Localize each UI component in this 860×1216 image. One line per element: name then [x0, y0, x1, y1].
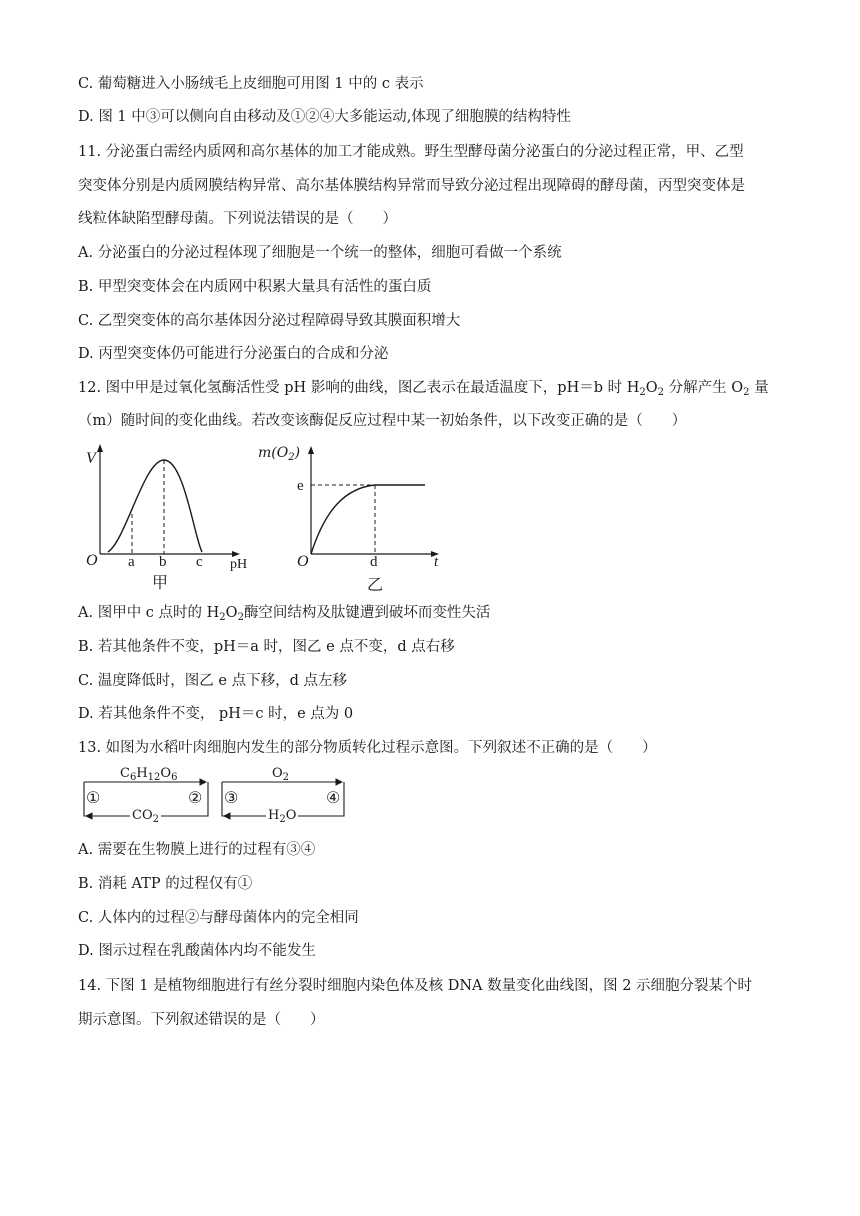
formula-part: H: [268, 808, 280, 823]
m-o2-part: m(O: [258, 445, 289, 461]
q12-stem-line2: （m）随时间的变化曲线。若改变该酶促反应过程中某一初始条件，以下改变正确的是（ ）: [78, 413, 687, 429]
o2-curve: [311, 485, 425, 554]
formula-part: C: [120, 766, 130, 781]
y-axis-label: V: [86, 450, 96, 467]
subscript: 2: [219, 612, 226, 623]
q12-stem-line1: [78, 378, 769, 398]
q12-option-b: B. 若其他条件不变，pH＝a 时，图乙 e 点不变，d 点右移: [78, 639, 455, 655]
subscript: 2: [657, 387, 665, 398]
formula-part: CO: [132, 808, 153, 823]
formula-part: O: [285, 808, 297, 823]
node-4: ④: [326, 790, 341, 807]
figure-caption-yi: 乙: [367, 577, 384, 594]
figure-yi: [285, 440, 460, 600]
x-axis-label: pH: [230, 557, 248, 572]
subscript: 2: [282, 772, 290, 783]
q12-stem-part: 分解产生 O: [664, 380, 744, 396]
formula-part: O: [160, 766, 172, 781]
q13-option-a: A. 需要在生物膜上进行的过程有③④: [78, 842, 316, 858]
formula-part: O: [272, 766, 283, 781]
q13-stem: 13. 如图为水稻叶肉细胞内发生的部分物质转化过程示意图。下列叙述不正确的是（ ）: [78, 740, 657, 756]
subscript: 6: [171, 772, 178, 783]
q11-option-b: B. 甲型突变体会在内质网中积累大量具有活性的蛋白质: [78, 279, 432, 295]
q11-option-d: D. 丙型突变体仍可能进行分泌蛋白的合成和分泌: [78, 346, 389, 362]
subscript: 2: [152, 814, 159, 825]
origin-label: O: [297, 553, 309, 570]
q12-stem-part: 量: [749, 380, 769, 396]
subscript: 2: [288, 452, 295, 463]
m-o2-label: [258, 444, 300, 462]
y-arrow: [308, 446, 314, 454]
origin-label: O: [86, 552, 98, 569]
subscript: 2: [279, 814, 286, 825]
q13-option-d: D. 图示过程在乳酸菌体内均不能发生: [78, 943, 316, 959]
y-arrow: [97, 444, 103, 452]
subscript: 12: [147, 772, 161, 783]
q11-option-c: C. 乙型突变体的高尔基体因分泌过程障碍导致其膜面积增大: [78, 313, 461, 329]
q10-option-c: C. 葡萄糖进入小肠绒毛上皮细胞可用图 1 中的 c 表示: [78, 76, 424, 92]
node-3: ③: [224, 790, 239, 807]
q14-stem-line1: 14. 下图 1 是植物细胞进行有丝分裂时细胞内染色体及核 DNA 数量变化曲线图，图 2 示细胞分裂某个时: [78, 978, 753, 994]
q12-a-part: O: [225, 605, 238, 621]
q11-stem-line2: 突变体分别是内质网膜结构异常、高尔基体膜结构异常而导致分泌过程出现障碍的酵母菌，丙型突变体是: [78, 178, 745, 194]
tick-c: c: [196, 554, 203, 570]
q12-option-a: [78, 603, 490, 623]
subscript: 6: [129, 772, 137, 783]
q11-option-a: A. 分泌蛋白的分泌过程体现了细胞是一个统一的整体，细胞可看做一个系统: [78, 245, 562, 261]
x-axis-label: t: [434, 554, 439, 570]
q10-option-d: D. 图 1 中③可以侧向自由移动及①②④大多能运动,体现了细胞膜的结构特性: [78, 109, 571, 125]
o2-label: [270, 767, 291, 781]
q11-stem-line1: 11. 分泌蛋白需经内质网和高尔基体的加工才能成熟。野生型酵母菌分泌蛋白的分泌过程正常，甲、乙型: [78, 144, 744, 160]
tick-d: d: [370, 554, 378, 570]
q12-a-part: 酶空间结构及肽键遭到破坏而变性失活: [243, 605, 491, 621]
glucose-label: [118, 767, 179, 781]
q12-option-d: D. 若其他条件不变， pH＝c 时，e 点为 0: [78, 706, 354, 722]
node-2: ②: [188, 790, 203, 807]
enzyme-activity-curve: [108, 460, 202, 552]
co2-label: [130, 809, 161, 823]
node-1: ①: [86, 790, 101, 807]
m-o2-part: ): [294, 445, 301, 461]
figure-caption-jia: 甲: [152, 575, 169, 592]
q13-option-b: B. 消耗 ATP 的过程仅有①: [78, 876, 253, 892]
tick-b: b: [159, 554, 167, 570]
q12-stem-part: O: [645, 380, 658, 396]
h2o-label: [266, 809, 298, 823]
q12-a-part: A. 图甲中 c 点时的 H: [78, 605, 220, 621]
q13-option-c: C. 人体内的过程②与酵母菌体内的完全相同: [78, 910, 359, 926]
q14-stem-line2: 期示意图。下列叙述错误的是（ ）: [78, 1012, 325, 1028]
q12-option-c: C. 温度降低时，图乙 e 点下移，d 点左移: [78, 673, 347, 689]
q11-stem-line3: 线粒体缺陷型酵母菌。下列说法错误的是（ ）: [78, 211, 397, 227]
tick-a: a: [128, 554, 135, 570]
formula-part: H: [136, 766, 148, 781]
subscript: 2: [743, 387, 750, 398]
subscript: 2: [237, 612, 244, 623]
tick-e: e: [297, 478, 304, 494]
q12-stem-part: 12. 图中甲是过氧化氢酶活性受 pH 影响的曲线，图乙表示在最适温度下，pH＝b 时 H: [78, 380, 640, 396]
figure-jia: [78, 440, 268, 600]
subscript: 2: [639, 387, 646, 398]
